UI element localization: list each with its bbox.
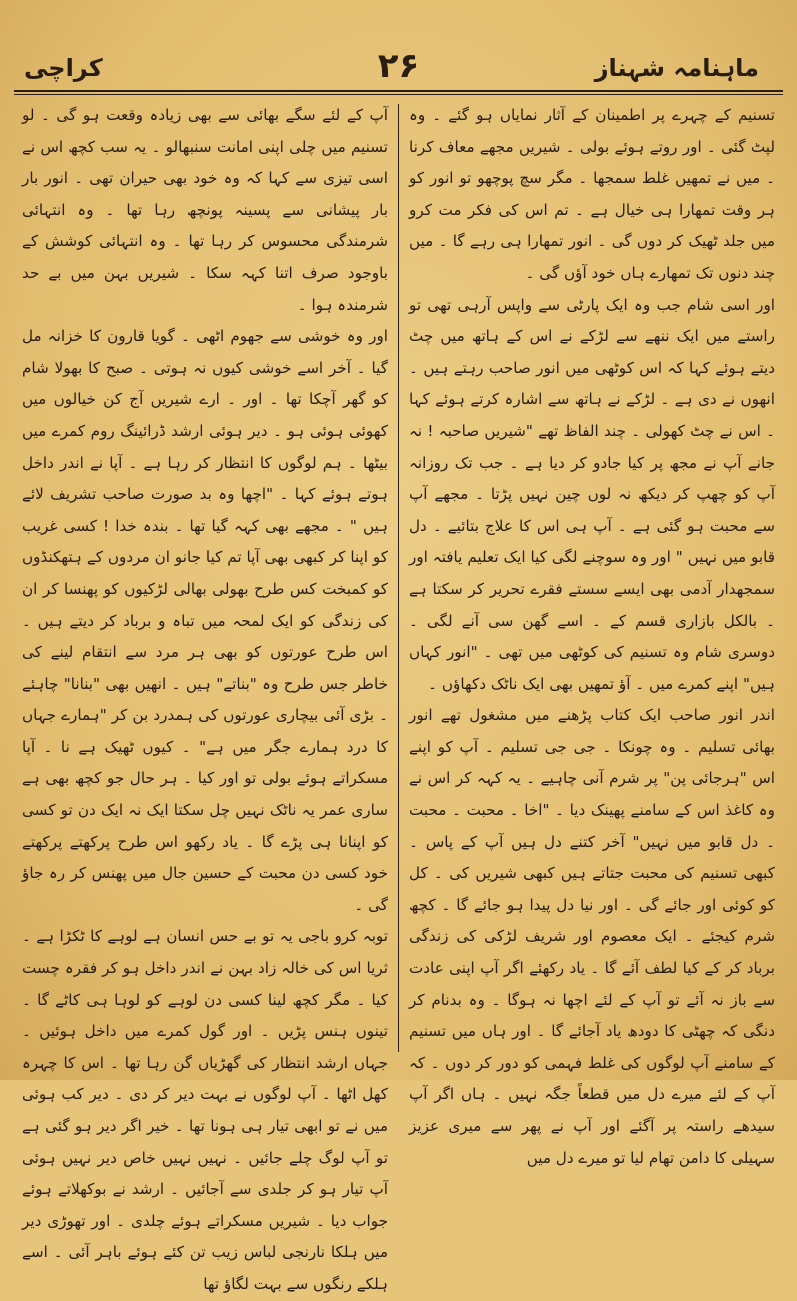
magazine-title: ماہنامہ شہناز	[594, 54, 759, 82]
paragraph: توبہ کرو باجی یہ تو بے حس انسان ہے لوہے کا ٹکڑا ہے ۔ ثریا اس کی خالہ زاد بہن نے اندر داخل ہو کر فقرہ چست کیا ۔ مگر کچھ لینا کسی دن لوہے کو لوہا ہی کاٹے گا ۔ تینوں ہنس پڑیں ۔ اور گول کمرے میں داخل ہوئیں ۔ جہاں ارشد انتظار کی گھڑیاں گن رہا تھا ۔ اس کا چہرہ کھل اٹھا ۔ آپ لوگوں نے بہت دیر کر دی ۔ دیر کب ہوئی میں نے تو ابھی تیار ہی ہونا تھا ۔ خیر اگر دیر ہو گئی ہے تو آپ لوگ چلے جائیں ۔ نہیں نہیں خاص دیر نہیں ہوئی آپ تیار ہو کر جلدی سے آجائیں ۔ ارشد نے بوکھلاتے ہوئے جواب دیا ۔ شیریں مسکراتے ہوئے چلدی ۔ اور تھوڑی دیر میں ہلکا نارنجی لباس زیب تن کئے ہوئے باہر آئی ۔ اسے ہلکے رنگوں سے بہت لگاؤ تھا	[22, 927, 388, 1293]
paragraph: اندر انور صاحب ایک کتاب پڑھنے میں مشغول تھے انور بھائی تسلیم ۔ وہ چونکا ۔ جی جی تسلیم ۔ آپ کو اپنے اس "ہرجائی پن" پر شرم آنی چاہیے ۔ یہ کہہ کر اس نے وہ کاغذ اس کے سامنے پھینک دیا ۔ "اخا ۔ محبت ۔ محبت ۔ دل قابو میں نہیں" آخر کتنے دل ہیں آپ کے پاس ۔ کبھی تسنیم کی محبت جتاتے ہیں کبھی شیریں کی ۔ کل کو کوئی اور جائے گی ۔ اور نیا دل پیدا ہو جائے گا ۔ کچھ شرم کیجئے ۔ ایک معصوم اور شریف لڑکی کی زندگی برباد کر کے کیا لطف آئے گا ۔ یاد رکھئے اگر آپ اپنی عادت سے باز نہ آئے تو آپ کے لئے اچھا نہ ہوگا ۔ وہ بدنام کر دنگی کہ چھٹی کا دودھ یاد آجائے گا ۔ اور ہاں میں تسنیم کے سامنے آپ لوگوں کی غلط فہمی کو دور کر دوں ۔ کہ آپ کے لئے میرے دل میں قطعاً جگہ نہیں ۔ ہاں اگر آپ سیدھے راستہ پر آگئے اور آپ نے پھر سے میری عزیز سہیلی کا دامن تھام لیا تو میرے دل میں	[409, 706, 775, 1167]
column-divider	[398, 104, 399, 1052]
text-columns	[14, 100, 783, 1293]
page-header	[14, 48, 783, 88]
paragraph: آپ کے لئے سگے بھائی سے بھی زیادہ وقعت ہو گی ۔ لو تسنیم میں چلی اپنی امانت سنبھالو ۔ یہ سب کچھ اس نے اسی تیزی سے کہا کہ وہ خود بھی حیران تھی ۔ انور بار بار پیشانی سے پسینہ پونچھ رہا تھا ۔ وہ انتہائی شرمندگی محسوس کر رہا تھا ۔ وہ انتہائی کوشش کے باوجود صرف اتنا کہہ سکا ۔ شیریں بہن میں بے حد شرمندہ ہوا ۔	[22, 106, 388, 314]
paragraph: اور وہ خوشی سے جھوم اٹھی ۔ گویا قارون کا خزانہ مل گیا ۔ آخر اسے خوشی کیوں نہ ہوتی ۔ صبح کا بھولا شام کو گھر آچکا تھا ۔ اور ۔ ارے شیریں آج کن خیالوں میں کھوئی ہوئی ہو ۔ دیر ہوئی ارشد ڈرائینگ روم کمرے میں بیٹھا ۔ ہم لوگوں کا انتظار کر رہا ہے ۔ آپا نے اندر داخل ہوتے ہوئے کہا ۔ "اچھا وہ بد صورت صاحب تشریف لائے ہیں " ۔ مجھے بھی کہہ گیا تھا ۔ بندہ خدا ! کسی غریب کو اپنا کر کبھی بھی آپا تم کیا جانو ان مردوں کے ہتھکنڈوں کو کمبخت کس طرح بھولی بھالی لڑکیوں کو پھنسا کر ان کی زندگی کو ایک لمحہ میں تباہ و برباد کر دیتے ہیں ۔ اس طرح عورتوں کو بھی ہر مرد سے انتقام لینے کی خاطر جس طرح وہ "بناتے" ہیں ۔ انھیں بھی "بنانا" چاہئے ۔ بڑی آئی بیچاری عورتوں کی ہمدرد بن کر "ہمارے جہاں کا درد ہمارے جگر میں ہے" ۔ کیوں ٹھیک ہے نا ۔ آپا مسکراتے ہوئے بولی تو اور کیا ۔ ہر حال جو کچھ بھی ہے ساری عمر یہ ناٹک نہیں چل سکتا ایک نہ ایک دن تو کسی کو اپنانا ہی پڑے گا ۔ یاد رکھو اس طرح پرکھتے پرکھتے خود کسی دن محبت کے حسین جال میں پھنس کر رہ جاؤ گی ۔	[22, 327, 388, 914]
page-number: ۲۶	[377, 46, 420, 86]
left-column	[14, 100, 396, 1293]
paragraph: تسنیم کے چہرے پر اطمینان کے آثار نمایاں ہو گئے ۔ وہ لپٹ گئی ۔ اور روتے ہوئے بولی ۔ شیریں مجھے معاف کرنا ۔ میں نے تمھیں غلط سمجھا ۔ مگر سچ پوچھو تو انور کو ہر وقت تمھارا ہی خیال ہے ۔ تم اس کی فکر مت کرو میں جلد ٹھیک کر دوں گی ۔ انور تمھارا ہی رہے گا ۔ میں چند دنوں تک تمھارے ہاں خود آؤں گی ۔	[409, 106, 775, 282]
header-city: کراچی	[24, 54, 103, 82]
header-rule	[14, 90, 783, 92]
right-column	[401, 100, 783, 1167]
paragraph: اور اسی شام جب وہ ایک پارٹی سے واپس آرہی تھی تو راستے میں ایک ننھے سے لڑکے نے اس کے ہاتھ میں چٹ دیتے ہوئے کہا کہ اس کوٹھی میں انور صاحب رہتے ہیں ۔ انھوں نے دی ہے ۔ لڑکے نے ہاتھ سے اشارہ کرتے ہوئے کہا ۔ اس نے چٹ کھولی ۔ چند الفاظ تھے "شیریں صاحبہ ! نہ جانے آپ نے مجھ پر کیا جادو کر دیا ہے ۔ جب تک روزانہ آپ کو چھپ کر دیکھ نہ لوں چین نہیں پڑتا ۔ مجھے آپ سے محبت ہو گئی ہے ۔ آپ ہی اس کا علاج بتائیے ۔ دل قابو میں نہیں " اور وہ سوچنے لگی کیا ایک تعلیم یافتہ اور سمجھدار آدمی بھی ایسے سستے فقرے تحریر کر سکتا ہے ۔ بالکل بازاری قسم کے ۔ اسے گھن سی آنے لگی ۔ دوسری شام وہ تسنیم کی کوٹھی میں تھی ۔ "انور کہاں ہیں" اپنے کمرے میں ۔ آؤ تمھیں بھی ایک ناٹک دکھاؤں ۔	[409, 295, 775, 693]
header-rule-thin	[14, 94, 783, 95]
